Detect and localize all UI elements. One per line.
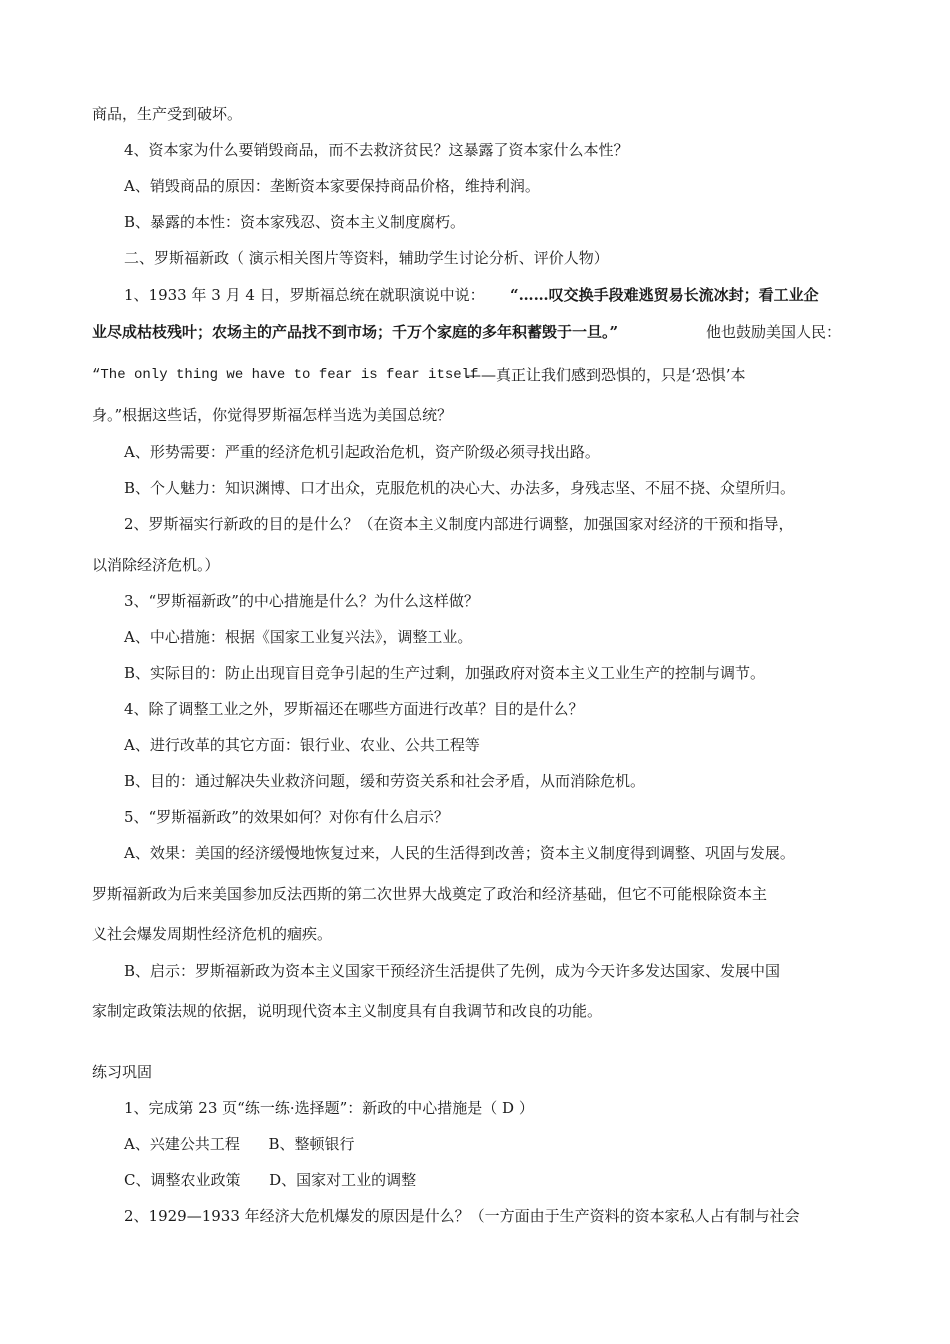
text-line: 他也鼓励美国人民： (706, 323, 842, 341)
section-title-practice: 练习巩固 (92, 1063, 153, 1081)
answer-a: A、效果：美国的经济缓慢地恢复过来，人民的生活得到改善；资本主义制度得到调整、巩固与发展。 (124, 844, 795, 862)
answer-b: B、启示：罗斯福新政为资本主义国家干预经济生活提供了先例，成为今天许多发达国家、发展中国 (124, 962, 781, 980)
text-line: 身。”根据这些话，你觉得罗斯福怎样当选为美国总统？ (92, 406, 453, 424)
answer-b: B、个人魅力：知识渊博、口才出众，克服危机的决心大、办法多，身残志坚、不屈不挠、众望所归。 (124, 479, 796, 497)
text-line: 罗斯福新政为后来美国参加反法西斯的第二次世界大战奠定了政治和经济基础，但它不可能根除资本主 (92, 885, 768, 903)
answer-a: A、中心措施：根据《国家工业复兴法》，调整工业。 (124, 628, 473, 646)
answer-b: B、实际目的：防止出现盲目竞争引起的生产过剩，加强政府对资本主义工业生产的控制与调节。 (124, 664, 766, 682)
option-row: A、兴建公共工程 B、整顿银行 (124, 1135, 355, 1153)
answer-a: A、进行改革的其它方面：银行业、农业、公共工程等 (124, 736, 480, 754)
text-line: 以消除经济危机。） (92, 556, 220, 574)
exercise-1: 1、完成第 23 页“练一练·选择题”：新政的中心措施是（ D ） (124, 1099, 534, 1117)
text-line: ——真正让我们感到恐惧的，只是‘恐惧’本 (466, 366, 746, 384)
exercise-2: 2、1929—1933 年经济大危机爆发的原因是什么？（一方面由于生产资料的资本家私人占有制与社会 (124, 1207, 800, 1225)
answer-b: B、目的：通过解决失业救济问题，缓和劳资关系和社会矛盾，从而消除危机。 (124, 772, 646, 790)
quote-bold: “……叹交换手段难逃贸易长流冰封；看工业企 (510, 286, 819, 304)
answer-a: A、销毁商品的原因：垄断资本家要保持商品价格，维持利润。 (124, 177, 540, 195)
text-line: 家制定政策法规的依据，说明现代资本主义制度具有自我调节和改良的功能。 (92, 1002, 603, 1020)
question-3: 3、“罗斯福新政”的中心措施是什么？为什么这样做？ (124, 592, 479, 610)
question-4: 4、资本家为什么要销毁商品，而不去救济贫民？这暴露了资本家什么本性？ (124, 141, 629, 159)
question-4: 4、除了调整工业之外，罗斯福还在哪些方面进行改革？目的是什么？ (124, 700, 584, 718)
text-line: 商品，生产受到破坏。 (92, 105, 243, 123)
answer-b: B、暴露的本性：资本家残忍、资本主义制度腐朽。 (124, 213, 466, 231)
section-heading: 二、罗斯福新政（ 演示相关图片等资料，辅助学生讨论分析、评价人物） (124, 249, 609, 267)
option-row: C、调整农业政策 D、国家对工业的调整 (124, 1171, 417, 1189)
question-5: 5、“罗斯福新政”的效果如何？对你有什么启示？ (124, 808, 449, 826)
answer-a: A、形势需要：严重的经济危机引起政治危机，资产阶级必须寻找出路。 (124, 443, 600, 461)
text-line: 义社会爆发周期性经济危机的痼疾。 (92, 925, 333, 943)
quote-bold-cont: 业尽成枯枝残叶；农场主的产品找不到市场；千万个家庭的多年积蓄毁于一旦。” (92, 323, 619, 341)
question-2: 2、罗斯福实行新政的目的是什么？（在资本主义制度内部进行调整，加强国家对经济的干预和指导， (124, 515, 794, 533)
question-1-lead: 1、1933 年 3 月 4 日，罗斯福总统在就职演说中说： (124, 286, 485, 304)
english-quote: “The only thing we have to fear is fear itself (92, 367, 479, 383)
